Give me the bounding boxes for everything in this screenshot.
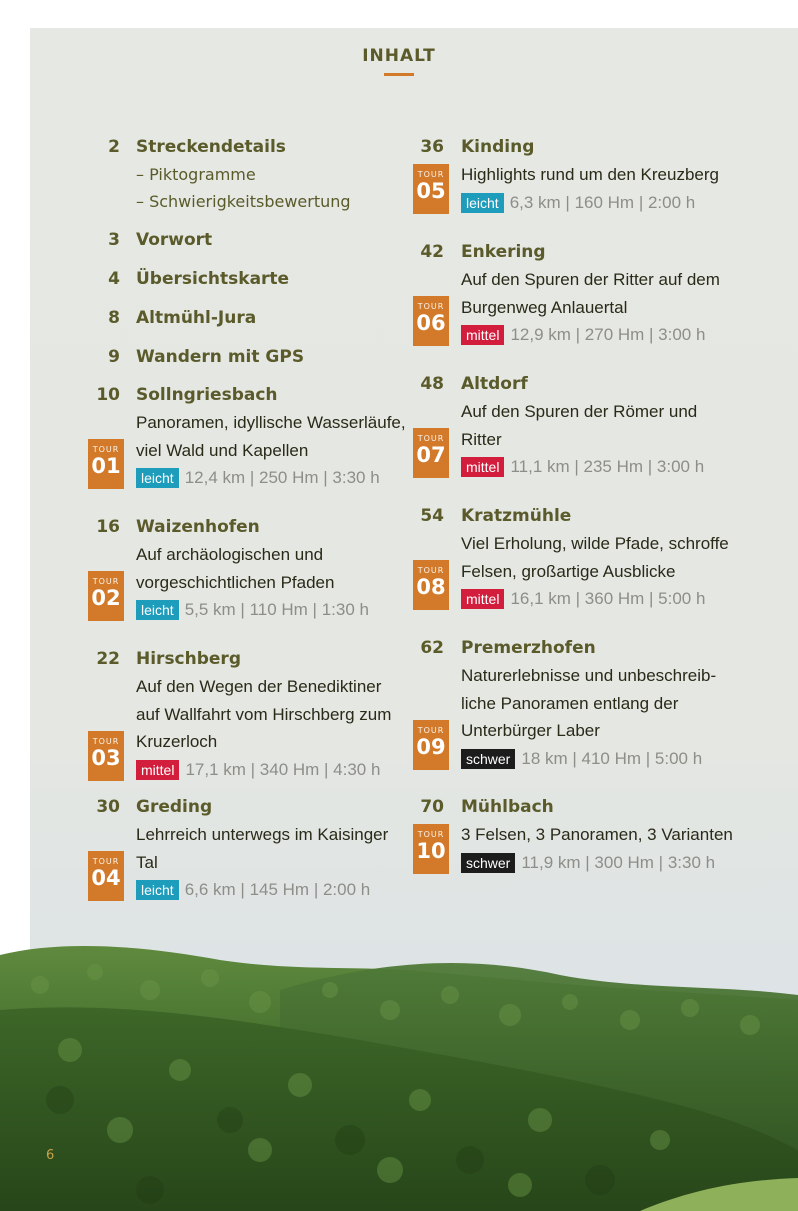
tour-description: vorgeschichtlichen Pfaden — [136, 572, 335, 592]
difficulty-badge: schwer — [461, 853, 515, 873]
tour-stats: 6,6 km | 145 Hm | 2:00 h — [184, 880, 371, 899]
tour-number: 09 — [416, 734, 446, 759]
tour-title[interactable]: Hirschberg — [136, 649, 241, 669]
tour-number: 05 — [416, 178, 446, 203]
title-underline — [384, 73, 414, 76]
toc-page-number: 4 — [108, 269, 120, 289]
toc-page-number: 2 — [108, 137, 120, 157]
tour-label: TOUR — [92, 445, 120, 454]
tour-meta — [461, 192, 695, 214]
tour-number-badge — [88, 731, 124, 781]
tour-stats: 17,1 km | 340 Hm | 4:30 h — [185, 759, 381, 779]
tour-meta — [136, 599, 369, 621]
tour-description: Auf archäologischen und — [136, 545, 324, 564]
tour-title[interactable]: Enkering — [461, 242, 546, 262]
tour-description: 3 Felsen, 3 Panoramen, 3 Varianten — [461, 825, 733, 844]
toc-entry-title[interactable]: Streckendetails — [136, 137, 286, 157]
tour-meta — [136, 759, 380, 781]
tour-label: TOUR — [417, 566, 445, 575]
toc-subentry[interactable]: – Schwierigkeitsbewertung — [136, 192, 351, 211]
toc-page-number: 30 — [96, 797, 120, 817]
toc-page-number: 42 — [420, 242, 444, 262]
toc-page-number: 9 — [108, 347, 120, 367]
tour-meta — [461, 456, 704, 478]
toc-subentry[interactable]: – Piktogramme — [136, 165, 256, 184]
tour-description: Highlights rund um den Kreuzberg — [461, 165, 719, 184]
tour-label: TOUR — [417, 434, 445, 443]
tour-stats: 5,5 km | 110 Hm | 1:30 h — [184, 600, 369, 619]
tour-number: 10 — [416, 838, 446, 863]
toc-page-number: 36 — [420, 137, 444, 157]
tour-number: 04 — [91, 866, 121, 890]
tour-title[interactable]: Waizenhofen — [136, 517, 260, 537]
tour-stats: 16,1 km | 360 Hm | 5:00 h — [510, 589, 706, 608]
tour-description: Auf den Spuren der Ritter auf dem — [461, 270, 720, 289]
tour-meta — [461, 852, 715, 874]
tour-title[interactable]: Mühlbach — [461, 797, 554, 817]
toc-page-number: 62 — [420, 638, 444, 658]
tour-description: Panoramen, idyllische Wasserläufe, — [136, 413, 406, 432]
tour-meta — [461, 588, 705, 610]
tour-stats: 12,4 km | 250 Hm | 3:30 h — [184, 468, 380, 487]
tour-stats: 12,9 km | 270 Hm | 3:00 h — [510, 325, 706, 344]
tour-description: Viel Erholung, wilde Pfade, schroffe — [461, 534, 729, 553]
difficulty-badge: schwer — [461, 749, 515, 769]
tour-title[interactable]: Premerzhofen — [461, 638, 596, 658]
difficulty-badge: leicht — [136, 468, 179, 488]
toc-page-number: 22 — [96, 649, 120, 669]
tour-description: Felsen, großartige Ausblicke — [461, 561, 676, 581]
tour-meta — [461, 748, 702, 770]
tour-description: liche Panoramen entlang der — [461, 693, 679, 713]
tour-description: Naturerlebnisse und unbeschreib- — [461, 666, 717, 685]
tour-title[interactable]: Sollngriesbach — [136, 385, 278, 405]
toc-page-number: 54 — [420, 506, 444, 526]
tour-description: viel Wald und Kapellen — [136, 440, 309, 460]
tour-meta — [461, 324, 705, 346]
tour-title[interactable]: Greding — [136, 797, 213, 817]
difficulty-badge: leicht — [136, 880, 179, 900]
tour-number-badge — [413, 720, 449, 770]
toc-page-number: 70 — [420, 797, 444, 817]
tour-title[interactable]: Kinding — [461, 137, 535, 157]
difficulty-badge: mittel — [461, 457, 504, 477]
tour-description: Lehrreich unterwegs im Kaisinger — [136, 825, 389, 844]
tour-stats: 11,9 km | 300 Hm | 3:30 h — [521, 852, 716, 872]
tour-description: Kruzerloch — [136, 732, 218, 751]
tour-number: 08 — [416, 575, 446, 599]
tour-label: TOUR — [417, 169, 445, 179]
tour-stats: 18 km | 410 Hm | 5:00 h — [521, 748, 703, 768]
tour-number-badge — [88, 571, 124, 621]
tour-stats: 11,1 km | 235 Hm | 3:00 h — [510, 457, 705, 476]
tour-label: TOUR — [92, 577, 120, 586]
toc-entry-title[interactable]: Vorwort — [136, 230, 213, 250]
page-number: 6 — [46, 1148, 55, 1163]
tour-number-badge — [413, 164, 449, 214]
page-title: INHALT — [362, 46, 436, 66]
difficulty-badge: leicht — [136, 600, 179, 620]
toc-entry-title[interactable]: Altmühl-Jura — [136, 308, 257, 328]
difficulty-badge: mittel — [461, 325, 504, 345]
tour-label: TOUR — [417, 725, 445, 735]
tour-number: 02 — [91, 586, 121, 610]
tour-title[interactable]: Altdorf — [461, 374, 528, 394]
toc-page-number: 16 — [96, 517, 120, 537]
toc-entry-title[interactable]: Wandern mit GPS — [136, 347, 305, 367]
tour-description: Unterbürger Laber — [461, 721, 600, 740]
difficulty-badge: mittel — [461, 589, 504, 609]
tour-number: 07 — [416, 443, 446, 467]
tour-number-badge — [88, 439, 124, 489]
tour-number: 03 — [91, 745, 121, 770]
tour-label: TOUR — [417, 302, 445, 311]
tour-description: Burgenweg Anlauertal — [461, 297, 628, 317]
toc-page-number: 10 — [96, 385, 120, 405]
tour-number-badge — [88, 851, 124, 901]
toc-page-number: 48 — [420, 374, 444, 394]
tour-description: Auf den Spuren der Römer und — [461, 402, 698, 421]
tour-description: auf Wallfahrt vom Hirschberg zum — [136, 704, 392, 724]
toc-page-number: 3 — [108, 230, 120, 250]
difficulty-badge: leicht — [461, 193, 504, 213]
tour-meta — [136, 467, 380, 489]
tour-meta — [136, 879, 370, 901]
tour-number-badge — [413, 296, 449, 346]
toc-page-number: 8 — [108, 308, 120, 328]
tour-description: Tal — [136, 852, 158, 872]
difficulty-badge: mittel — [136, 760, 179, 780]
tour-description: Ritter — [461, 429, 502, 449]
tour-number: 06 — [416, 311, 446, 335]
tour-number-badge — [413, 428, 449, 478]
tour-number: 01 — [91, 454, 121, 478]
tour-title[interactable]: Kratzmühle — [461, 506, 572, 526]
tour-number-badge — [413, 560, 449, 610]
tour-label: TOUR — [417, 829, 445, 839]
tour-stats: 6,3 km | 160 Hm | 2:00 h — [509, 192, 696, 212]
tour-number-badge — [413, 824, 449, 874]
toc-entry-title[interactable]: Übersichtskarte — [136, 269, 290, 289]
tour-description: Auf den Wegen der Benediktiner — [136, 677, 382, 696]
tour-label: TOUR — [92, 736, 120, 746]
tour-label: TOUR — [92, 857, 120, 866]
